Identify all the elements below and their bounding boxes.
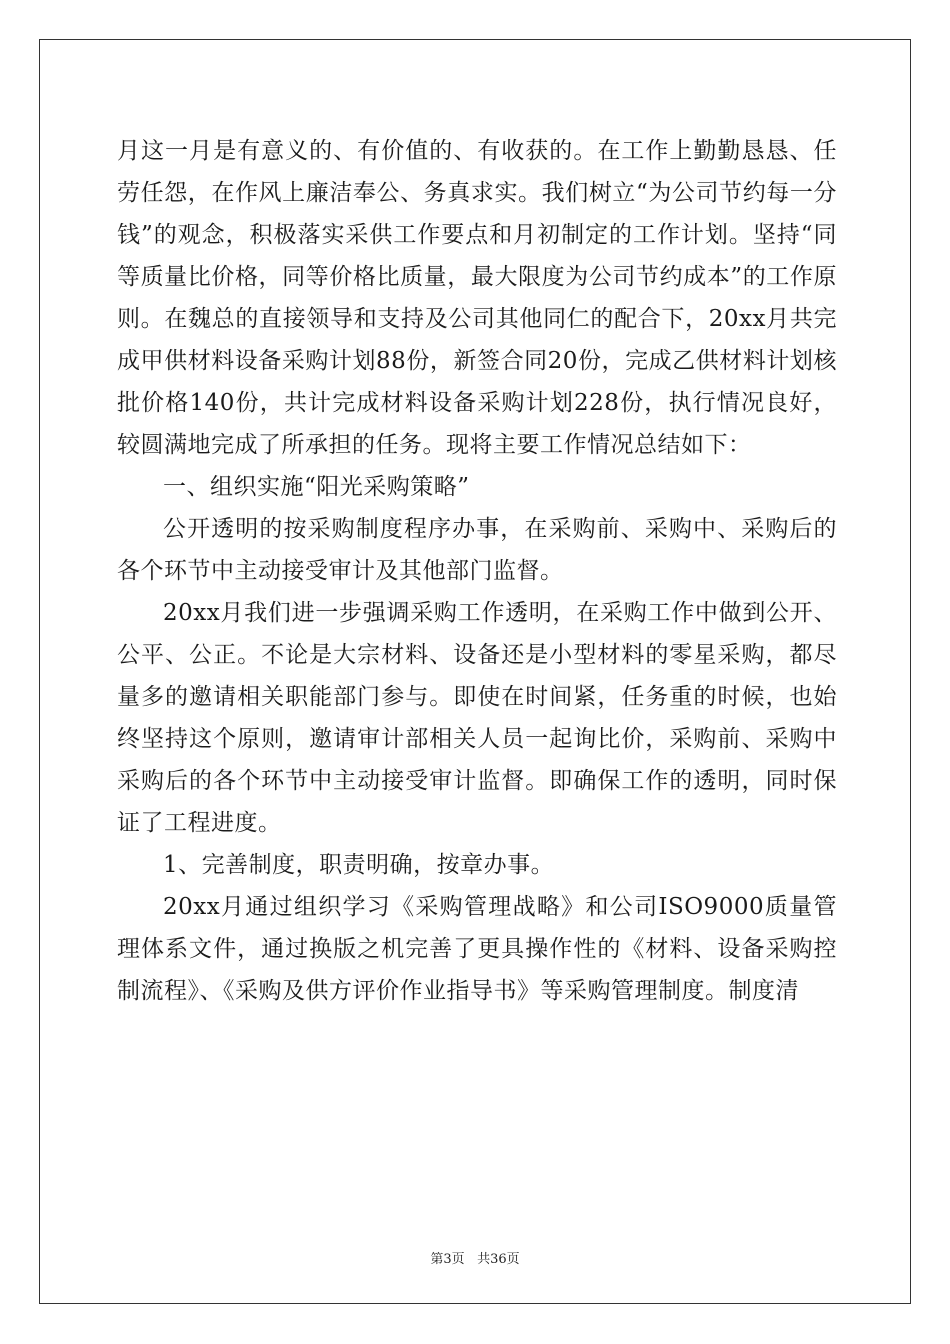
document-body [117,130,837,1012]
page-footer [0,1248,950,1267]
page-total: 共36页 [477,1252,520,1267]
paragraph-1: 月这一月是有意义的、有价值的、有收获的。在工作上勤勤恳恳、任劳任怨，在作风上廉洁奉公、务真求实。我们树立“为公司节约每一分钱”的观念，积极落实采供工作要点和月初制定的工作计划。坚持“同等质量比价格，同等价格比质量，最大限度为公司节约成本”的工作原则。在魏总的直接领导和支持及公司其他同仁的配合下，20xx月共完成甲供材料设备采购计划88份，新签合同20份，完成乙供材料计划核批价格140份，共计完成材料设备采购计划228份，执行情况良好，较圆满地完成了所承担的任务。现将主要工作情况总结如下： [117,138,837,458]
paragraph-2: 公开透明的按采购制度程序办事，在采购前、采购中、采购后的各个环节中主动接受审计及其他部门监督。 [117,516,837,584]
page-number: 第3页 [430,1252,465,1267]
paragraph-3: 20xx月我们进一步强调采购工作透明，在采购工作中做到公开、公平、公正。不论是大宗材料、设备还是小型材料的零星采购，都尽量多的邀请相关职能部门参与。即使在时间紧，任务重的时候，也始终坚持这个原则，邀请审计部相关人员一起询比价，采购前、采购中采购后的各个环节中主动接受审计监督。即确保工作的透明，同时保证了工程进度。 [117,600,837,836]
section-heading-1: 一、组织实施“阳光采购策略” [163,474,470,500]
subsection-heading-1: 1、完善制度，职责明确，按章办事。 [163,852,555,878]
paragraph-4: 20xx月通过组织学习《采购管理战略》和公司ISO9000质量管理体系文件，通过换版之机完善了更具操作性的《材料、设备采购控制流程》、《采购及供方评价作业指导书》等采购管理制度。制度清 [117,894,837,1004]
